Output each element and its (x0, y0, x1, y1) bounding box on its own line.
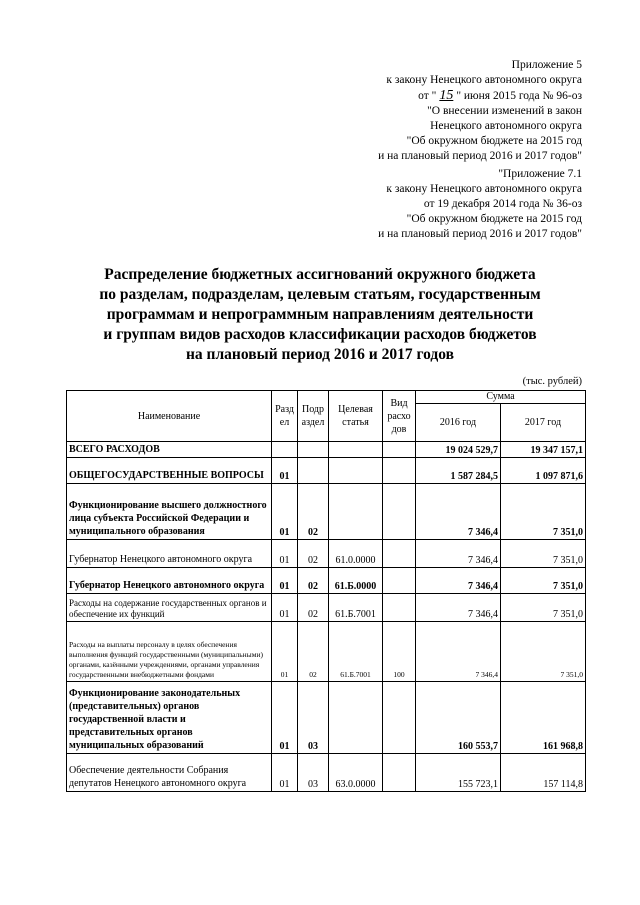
row-type (383, 568, 416, 594)
row-subsection: 03 (298, 682, 329, 754)
handwritten-day: 15 (439, 88, 454, 103)
row-section: 01 (272, 458, 298, 484)
row-2016: 7 346,4 (416, 622, 501, 682)
header-sum: Сумма (416, 391, 586, 404)
appendix-5-date (378, 88, 582, 104)
row-section: 01 (272, 540, 298, 568)
row-2017: 161 968,8 (501, 682, 586, 754)
row-subsection: 03 (298, 754, 329, 792)
row-name: Расходы на содержание государственных органов и обеспечение их функций (67, 594, 272, 622)
row-target: 61.Б.7001 (329, 594, 383, 622)
row-subsection (298, 442, 329, 458)
row-section: 01 (272, 484, 298, 540)
table-row (67, 754, 586, 792)
appendix-7-1-header (378, 167, 582, 242)
header-section: Разд ел (272, 391, 298, 442)
row-section: 01 (272, 754, 298, 792)
row-subsection (298, 458, 329, 484)
row-section: 01 (272, 568, 298, 594)
row-name: Функционирование высшего должностного лица субъекта Российской Федерации и муниципального образования (67, 484, 272, 540)
row-subsection: 02 (298, 568, 329, 594)
table-row (67, 568, 586, 594)
appendix-5-line6: "Об окружном бюджете на 2015 год (406, 135, 582, 147)
row-name: Расходы на выплаты персоналу в целях обеспечения выполнения функций государственными (муниципальными) органами, казёнными учреждениями, органами управления государственными внебюджетными фондами (67, 622, 272, 682)
row-target (329, 682, 383, 754)
row-2016: 1 587 284,5 (416, 458, 501, 484)
title-line: Распределение бюджетных ассигнований окружного бюджета (104, 266, 536, 283)
table-row (67, 682, 586, 754)
row-2017: 1 097 871,6 (501, 458, 586, 484)
row-name: Губернатор Ненецкого автономного округа (67, 568, 272, 594)
row-type (383, 754, 416, 792)
row-name: Обеспечение деятельности Собрания депутатов Ненецкого автономного округа (67, 754, 272, 792)
row-2016: 155 723,1 (416, 754, 501, 792)
appendix-5-line4: "О внесении изменений в закон (427, 105, 582, 117)
table-row (67, 458, 586, 484)
row-type (383, 540, 416, 568)
row-name: ВСЕГО РАСХОДОВ (67, 442, 272, 458)
row-subsection: 02 (298, 484, 329, 540)
row-target (329, 458, 383, 484)
title-line: программам и непрограммным направлениям деятельности (106, 306, 534, 323)
row-name: Функционирование законодательных (представительных) органов государственной власти и представительных органов муниципальных образований (67, 682, 272, 754)
row-section (272, 442, 298, 458)
appendix-7-1-date: от 19 декабря 2014 года № 36-оз (423, 198, 582, 210)
row-2016: 19 024 529,7 (416, 442, 501, 458)
row-name: ОБЩЕГОСУДАРСТВЕННЫЕ ВОПРОСЫ (67, 458, 272, 484)
row-2016: 7 346,4 (416, 484, 501, 540)
row-section: 01 (272, 622, 298, 682)
row-section: 01 (272, 682, 298, 754)
appendix-5-line5: Ненецкого автономного округа (430, 120, 582, 132)
table-row (67, 484, 586, 540)
header-target: Целевая статья (329, 391, 383, 442)
appendix-7-1-title: "Приложение 7.1 (498, 168, 582, 180)
appendix-5-title: Приложение 5 (511, 59, 582, 71)
row-subsection: 02 (298, 540, 329, 568)
row-type (383, 594, 416, 622)
row-2017: 7 351,0 (501, 622, 586, 682)
appendix-7-1-law: к закону Ненецкого автономного округа (386, 183, 582, 195)
header-type: Вид расхо дов (383, 391, 416, 442)
header-2017: 2017 год (501, 404, 586, 442)
row-2016: 7 346,4 (416, 540, 501, 568)
row-subsection: 02 (298, 594, 329, 622)
title-line: на плановый период 2016 и 2017 годов (186, 346, 454, 363)
appendix-5-line7: и на плановый период 2016 и 2017 годов" (378, 150, 582, 162)
appendix-5-header (378, 58, 582, 164)
row-2017: 7 351,0 (501, 540, 586, 568)
row-subsection: 02 (298, 622, 329, 682)
table-row (67, 594, 586, 622)
row-type (383, 458, 416, 484)
row-target: 61.Б.0000 (329, 568, 383, 594)
row-2017: 157 114,8 (501, 754, 586, 792)
appendix-5-law: к закону Ненецкого автономного округа (386, 74, 582, 86)
row-type (383, 682, 416, 754)
row-2017: 19 347 157,1 (501, 442, 586, 458)
row-2016: 7 346,4 (416, 568, 501, 594)
row-type (383, 484, 416, 540)
title-line: по разделам, подразделам, целевым статьям, государственным (99, 286, 541, 303)
date-prefix: от " (418, 90, 437, 102)
appendix-7-1-line5: и на плановый период 2016 и 2017 годов" (378, 228, 582, 240)
row-target (329, 442, 383, 458)
row-2017: 7 351,0 (501, 484, 586, 540)
document-title (60, 265, 580, 365)
table-row (67, 540, 586, 568)
header-2016: 2016 год (416, 404, 501, 442)
row-section: 01 (272, 594, 298, 622)
row-type: 100 (383, 622, 416, 682)
row-type (383, 442, 416, 458)
row-2016: 160 553,7 (416, 682, 501, 754)
units-label: (тыс. рублей) (522, 376, 582, 387)
row-2017: 7 351,0 (501, 568, 586, 594)
row-2017: 7 351,0 (501, 594, 586, 622)
table-row (67, 622, 586, 682)
date-suffix: " июня 2015 года № 96-оз (456, 90, 582, 102)
budget-table (66, 390, 586, 792)
row-target (329, 484, 383, 540)
table-row (67, 442, 586, 458)
header-subsection: Подр аздел (298, 391, 329, 442)
row-target: 61.Б.7001 (329, 622, 383, 682)
row-target: 63.0.0000 (329, 754, 383, 792)
row-target: 61.0.0000 (329, 540, 383, 568)
row-2016: 7 346,4 (416, 594, 501, 622)
row-name: Губернатор Ненецкого автономного округа (67, 540, 272, 568)
title-line: и группам видов расходов классификации расходов бюджетов (103, 326, 537, 343)
header-name: Наименование (67, 391, 272, 442)
appendix-7-1-line4: "Об окружном бюджете на 2015 год (406, 213, 582, 225)
